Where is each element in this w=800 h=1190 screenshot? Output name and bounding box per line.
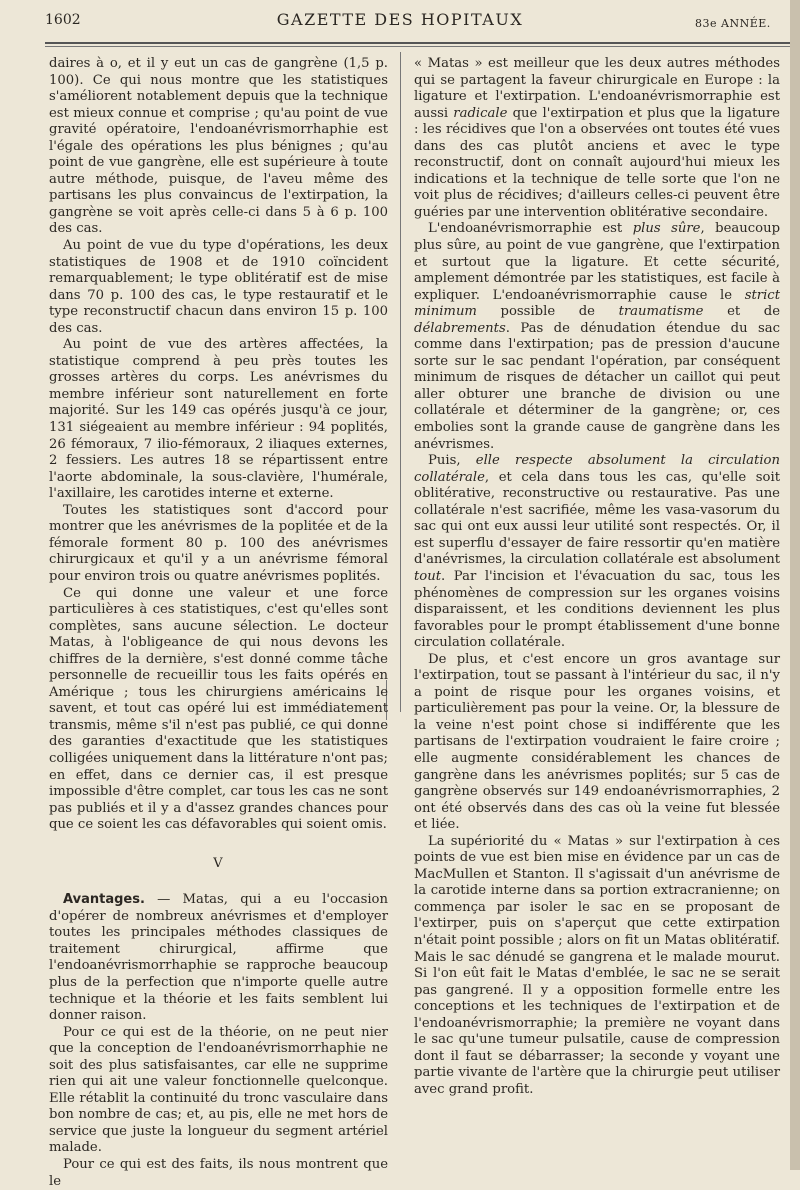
right-paragraph-2-a: L'endoanévrismorraphie est: [428, 221, 633, 237]
right-paragraph-2-c: possible de: [476, 304, 619, 320]
right-paragraph-1: [414, 56, 780, 221]
left-paragraph-6: [49, 892, 388, 1024]
column-divider: [400, 52, 401, 712]
header-rule-thick: [45, 42, 795, 44]
left-paragraph-6-text: — Matas, qui a eu l'occasion d'opérer de nombreux anévrismes et d'employer toutes les principales méthodes classiques de traitement chirurgical, affirme que l'endoanévrismorrhaphie se rapproche beaucoup plus de la perfection que n'importe quelle autre technique et la théorie et les faits semblent lui donner raison.: [49, 892, 388, 1024]
left-column: [49, 56, 388, 1190]
right-paragraph-2-emphasis-4: délabrements: [414, 320, 506, 336]
right-paragraph-3-c: . Par l'incision et l'évacuation du sac, tous les phénomènes de compression sur les organes voisins disparaissent, et les conditions deviennent les plus favorables pour le prompt établissement d'une bonne circulation collatérale.: [414, 568, 780, 651]
right-paragraph-3-b: , et cela dans tous les cas, qu'elle soit oblitérative, reconstructive ou restaurative. Pas une collatérale n'est sacrifiée, même les vasa-vasorum du sac qui ont eux aussi leur utilité sont respectés. Or, il est superflu d'essayer de faire ressortir qu'en matière d'anévrismes, la circulation collatérale est absolument: [414, 469, 780, 568]
left-paragraph-4: Toutes les statistiques sont d'accord pour montrer que les anévrismes de la poplitée et de la fémorale forment 80 p. 100 des anévrismes chirurgicaux et qu'il y a un anévrisme fémoral pour environ trois ou quatre anévrismes poplités.: [49, 502, 388, 584]
right-paragraph-2-emphasis-1: plus sûre: [632, 221, 701, 237]
right-paragraph-2-d: et de: [703, 304, 781, 320]
right-paragraph-5: La supériorité du « Matas » sur l'extirpation à ces points de vue est bien mise en évidence par un cas de MacMullen et Stanton. Il s'agissait d'un anévrisme de la carotide interne dans sa portion extracranienne; on commença par isoler le sac en se proposant de l'extirper, puis on s'aperçut que cette extirpation n'était point possible ; alors on fit un Matas oblitératif. Mais le sac dénudé se gangrena et le malade mourut. Si l'on eût fait le Matas d'emblée, le sac ne se serait pas gangrené. Il y a opposition formelle entre les conceptions et les techniques de l'extirpation et de l'endoanévrismorraphie; la première ne voyant dans le sac qu'une tumeur pulsatile, cause de compression dont il faut se débarrasser; la seconde y voyant une partie vivante de l'artère que la chirurgie peut utiliser avec grand profit.: [414, 833, 780, 1097]
right-paragraph-4: De plus, et c'est encore un gros avantage sur l'extirpation, tout se passant à l'intérieur du sac, il n'y a point de risque pour les organes voisins, et particulièrement pas pour la veine. Or, la blessure de la veine n'est point chose si indifférente que les partisans de l'extirpation voudraient le faire croire ; elle augmente considérablement les chances de gangrène dans les anévrismes poplités; sur 5 cas de gangrène observés sur 149 endoanévrismorraphies, 2 ont été observés dans des cas où la veine fut blessée et liée.: [414, 651, 780, 833]
right-paragraph-2-emphasis-3: traumatisme: [618, 304, 704, 320]
right-paragraph-3: [414, 453, 780, 652]
right-paragraph-1-b: que l'extirpation et plus que la ligature : les récidives que l'on a observées ont toutes été vues dans des cas plutôt anciens et avec le type reconstructif, dont on connaît aujourd'hui mieux les indications et la technique de telle sorte que l'on ne voit plus de récidives; d'ailleurs celles-ci peuvent être guéries par une intervention oblitérative secondaire.: [414, 105, 780, 220]
header-rule-thin: [45, 46, 795, 47]
section-numeral: V: [213, 855, 224, 871]
right-paragraph-1-emphasis: radicale: [453, 105, 508, 121]
right-paragraph-1-a: « Matas » est meilleur que les deux autres méthodes qui se partagent la faveur chirurgicale en Europe : la ligature et l'extirpation. L'endoanévrismorraphie est aussi: [414, 56, 780, 121]
right-paragraph-2-b: , beaucoup plus sûre, au point de vue gangrène, que l'extirpation et surtout que la ligature. Et cette sécurité, amplement démontrée par les statistiques, est facile à expliquer. L'endoanévrismorraphie cause le: [414, 221, 781, 303]
right-column: [414, 56, 780, 1098]
left-paragraph-2: Au point de vue du type d'opérations, les deux statistiques de 1908 et de 1910 coïncident remarquablement; le type oblitératif est de mise dans 70 p. 100 des cas, le type restauratif et le type reconstructif chacun dans environ 15 p. 100 des cas.: [49, 238, 388, 336]
left-paragraph-7: Pour ce qui est de la théorie, on ne peut nier que la conception de l'endoanévrismorrhaphie ne soit des plus satisfaisantes, car elle ne supprime rien qui ait une valeur fonctionnelle quelconque. Elle rétablit la continuité du tronc vasculaire dans bon nombre de cas; et, au pis, elle ne met hors de service que juste la longueur du segment artériel malade.: [49, 1024, 388, 1156]
left-paragraph-1: daires à o, et il y eut un cas de gangrène (1,5 p. 100). Ce qui nous montre que les statistiques s'améliorent notablement depuis que la technique est mieux connue et comprise ; qu'au point de vue gravité opératoire, l'endoanévrismorrhaphie est l'égale des opérations les plus bénignes ; qu'au point de vue gangrène, elle est supérieure à toute autre méthode, puisque, de l'aveu même des partisans les plus convaincus de l'extirpation, la gangrène se voit après celle-ci dans 5 à 6 p. 100 des cas.: [49, 56, 388, 237]
journal-title: GAZETTE DES HOPITAUX: [276, 10, 524, 29]
right-paragraph-2-emphasis-2: strict minimum: [414, 287, 780, 320]
page-number: 1602: [45, 12, 81, 28]
left-paragraph-3: Au point de vue des artères affectées, la statistique comprend à peu près toutes les grosses artères du corps. Les anévrismes du membre inférieur sont naturellement en forte majorité. Sur les 149 cas opérés jusqu'à ce jour, 131 siégeaient au membre inférieur : 94 poplités, 26 fémoraux, 7 ilio-fémoraux, 2 iliaques externes, 2 fessiers. Les autres 18 se répartissent entre l'aorte abdominale, la sous-clavière, l'humérale, l'axillaire, les carotides interne et externe.: [49, 337, 388, 502]
right-paragraph-3-emphasis-2: tout: [414, 568, 442, 584]
right-paragraph-2: [414, 221, 780, 453]
left-paragraph-8: Pour ce qui est des faits, ils nous montrent que le: [49, 1157, 388, 1189]
right-paragraph-3-a: Puis,: [428, 453, 476, 469]
left-paragraph-5: Ce qui donne une valeur et une force particulières à ces statistiques, c'est qu'elles sont complètes, sans aucune sélection. Le docteur Matas, à l'obligeance de qui nous devons les chiffres de la dernière, s'est donné comme tâche personnelle de recueillir tous les faits opérés en Amérique ; tous les chirurgiens américains le savent, et tout cas opéré lui est immédiatement transmis, même s'il n'est pas publié, ce qui donne des garanties d'exactitude que les statistiques colligées uniquement dans la littérature n'ont pas; en effet, dans ce dernier cas, il est presque impossible d'être complet, car tous les cas ne sont pas publiés et il y a d'assez grandes chances pour que ce soient les cas défavorables qui soient omis.: [49, 585, 388, 833]
section-heading: Avantages.: [63, 892, 145, 908]
right-paragraph-2-e: . Pas de dénudation étendue du sac comme dans l'extirpation; pas de pression d'aucune sorte sur le sac pendant l'opération, par conséquent minimum de risques de détacher un caillot qui peut aller obturer une branche de division ou une collatérale et déterminer de la gangrène; or, ces embolies sont la grande cause de gangrène dans les anévrismes.: [414, 320, 780, 452]
page-edge: [790, 0, 800, 1170]
year-label: 83e ANNÉE.: [695, 17, 771, 30]
right-paragraph-3-emphasis-1: elle respecte absolument la circulation collatérale: [414, 453, 780, 485]
